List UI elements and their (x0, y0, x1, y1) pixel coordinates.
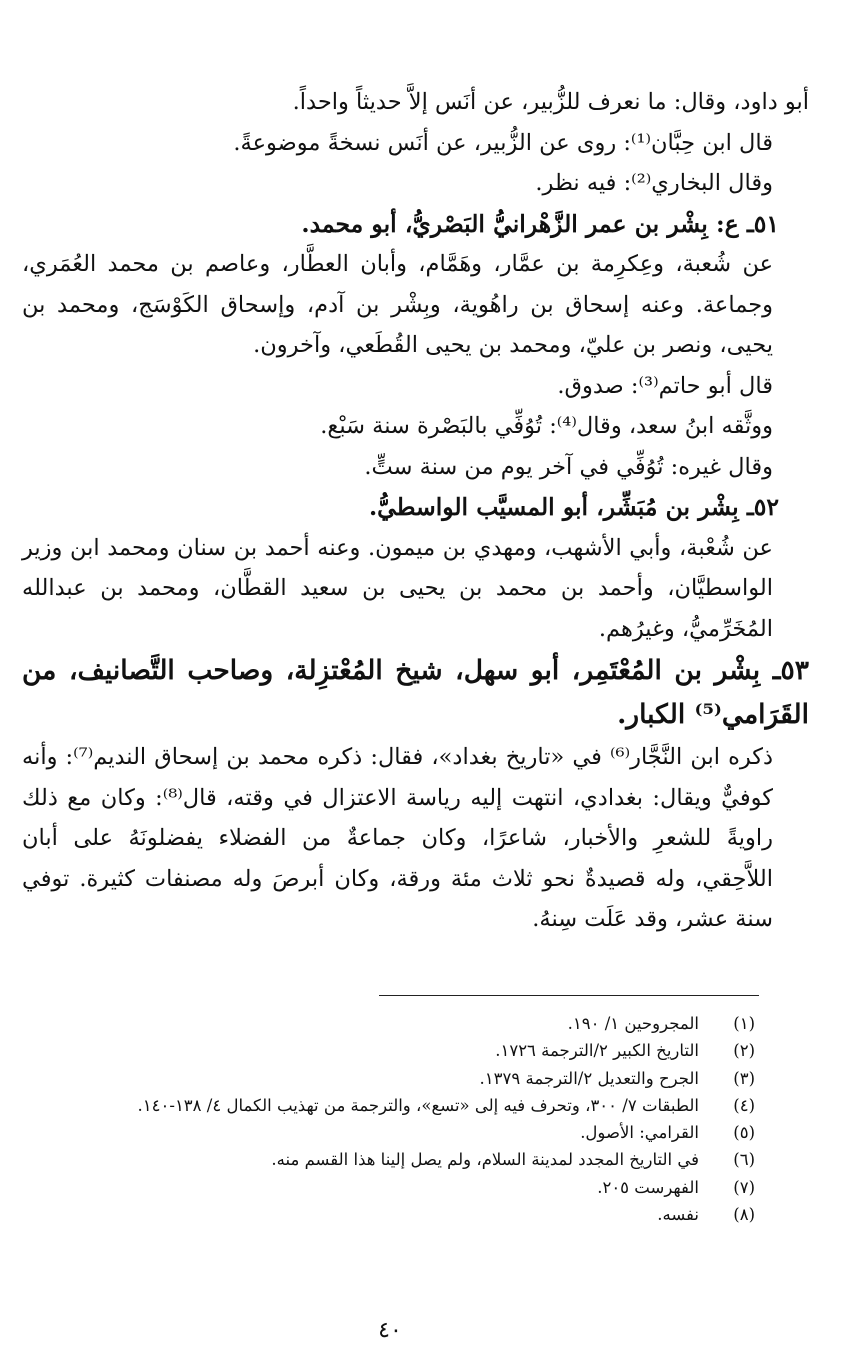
footnote-number: (٤) (733, 1095, 755, 1115)
entry-heading-52: ٥٢ـ بِشْر بن مُبَشِّر، أبو المسيَّب الواسطيُّ. (368, 493, 779, 521)
footnote-text: الجرح والتعديل ٢/الترجمة ١٣٧٩. (479, 1068, 699, 1088)
footnote-divider (379, 995, 759, 996)
footnote (22, 1010, 755, 1037)
entry-heading-53: ٥٣ـ بِشْر بن المُعْتَمِر، أبو سهل، شيخ المُعْتزِلة، وصاحب التَّصانيف، من القَرَامي⁽⁵⁾ الكبار. (22, 655, 809, 730)
footnote (22, 1119, 755, 1146)
footnote (22, 1065, 755, 1092)
footnote-text: القرامي: الأصول. (580, 1123, 699, 1143)
paragraph: قال أبو حاتم⁽³⁾: صدوق. (557, 372, 773, 399)
paragraph: عن شُعْبة، وأبي الأشهب، ومهدي بن ميمون. وعنه أحمد بن سنان ومحمد ابن وزير الواسطيَّان، وأحمد بن محمد بن يحيى بن سعيد القطَّان، ومحمد بن عبدالله المُخَرِّميُّ، وغيرُهم. (22, 534, 773, 642)
entry-heading-51: ٥١ـ ع: بِشْر بن عمر الزَّهْرانيُّ البَصْريُّ، أبو محمد. (301, 209, 779, 238)
footnote-text: في التاريخ المجدد لمدينة السلام، ولم يصل إلينا هذا القسم منه. (271, 1150, 699, 1170)
footnote-number: (٦) (733, 1150, 755, 1170)
footnote-text: نفسه. (657, 1205, 699, 1225)
paragraph: أبو داود، وقال: ما نعرف للزُّبير، عن أنَس إلاَّ حديثاً واحداً. (292, 89, 809, 115)
footnote-number: (٥) (733, 1123, 755, 1143)
footnote (22, 1174, 755, 1201)
footnote-number: (٣) (733, 1068, 755, 1088)
footnote-number: (١) (733, 1014, 755, 1033)
footnote-number: (٢) (733, 1041, 755, 1061)
footnote (22, 1092, 755, 1119)
page-number: ٤٠ (378, 1318, 402, 1343)
paragraph: ووثَّقه ابنُ سعد، وقال⁽⁴⁾: تُوُفِّي بالبَصْرة سنة سَبْع. (320, 413, 773, 439)
footnote-text: المجروحين ١/ ١٩٠. (567, 1014, 699, 1033)
footnote-number: (٨) (733, 1205, 755, 1225)
footnote (22, 1146, 755, 1173)
footnote-text: الطبقات ٧/ ٣٠٠، وتحرف فيه إلى «تسع»، والترجمة من تهذيب الكمال ٤/ ١٣٨-١٤٠. (137, 1095, 699, 1115)
paragraph: عن شُعبة، وعِكرِمة بن عمَّار، وهَمَّام، وأبان العطَّار، وعاصم بن محمد العُمَري، وجماعة. وعنه إسحاق بن راهُوية، وبِشْر بن آدم، وإسحاق الكَوْسَج، ومحمد بن يحيى، ونصر بن عليّ، ومحمد بن يحيى القُطَعي، وآخرون. (22, 251, 773, 358)
footnotes (22, 1010, 755, 1228)
footnote (22, 1037, 755, 1064)
paragraph: وقال البخاري⁽²⁾: فيه نظر. (535, 170, 773, 196)
footnote (22, 1201, 755, 1228)
paragraph: ذكره ابن النَّجَّار⁽⁶⁾ في «تاريخ بغداد»، فقال: ذكره محمد بن إسحاق النديم⁽⁷⁾: وأنه كوفيٌّ ويقال: بغدادي، انتهت إليه رياسة الاعتزال في وقته، قال⁽⁸⁾: وكان مع ذلك راويةً للشعرِ والأخبار، شاعرًا، وكان جماعةٌ من الفضلاء يفضلونَهُ على أبان اللاَّحِقي، وله قصيدةٌ نحو ثلاث مئة ورقة، وكان أبرصَ وله مصنفات كثيرة. توفي سنة عشر، وقد عَلَت سِنهُ. (22, 744, 774, 932)
footnote-number: (٧) (733, 1177, 755, 1197)
paragraph: وقال غيره: تُوُفِّي في آخر يوم من سنة ستٍّ. (364, 453, 773, 480)
paragraph: قال ابن حِبَّان⁽¹⁾: روى عن الزُّبير، عن أنَس نسخةً موضوعةً. (233, 129, 773, 156)
main-text (22, 82, 809, 940)
footnote-text: التاريخ الكبير ٢/الترجمة ١٧٢٦. (495, 1041, 699, 1061)
footnote-text: الفهرست ٢٠٥. (597, 1177, 699, 1197)
